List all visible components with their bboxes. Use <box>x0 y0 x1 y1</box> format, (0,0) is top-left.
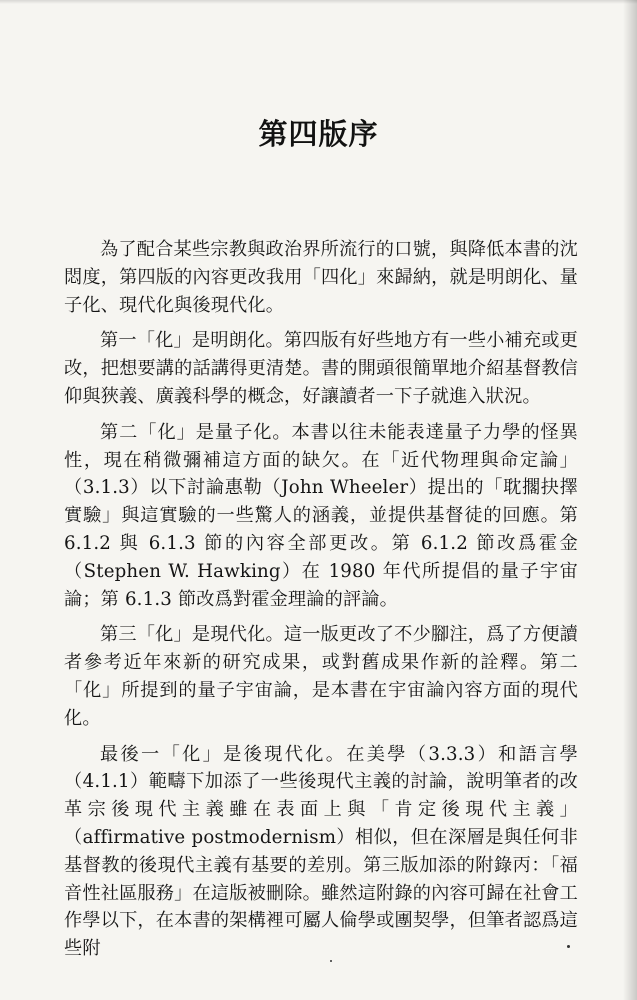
page-top-shadow <box>0 0 637 4</box>
body-text <box>64 236 578 971</box>
paragraph-2: 第一「化」是明朗化。第四版有好些地方有一些小補充或更改，把想要講的話講得更清楚。書的開頭很簡單地介紹基督教信仰與狹義、廣義科學的概念，好讓讀者一下子就進入狀況。 <box>64 330 578 407</box>
scan-speck <box>330 960 332 962</box>
paragraph-1: 為了配合某些宗教與政治界所流行的口號，與降低本書的沈悶度，第四版的內容更改我用「四化」來歸納，就是明朗化、量子化、現代化與後現代化。 <box>64 239 578 316</box>
paragraph-3: 第二「化」是量子化。本書以往未能表達量子力學的怪異性，現在稍微彌補這方面的缺欠。在「近代物理與命定論」（3.1.3）以下討論惠勒（John Wheeler）提出的「耽擱抉擇實驗」與這實驗的一些驚人的涵義，並提供基督徒的回應。第 6.1.2 與 6.1.3 節的內容全部更改。第 6.1.2 節改爲霍金（Stephen W. Hawking）在 1980 年代所提倡的量子宇宙論；第 6.1.3 節改爲對霍金理論的評論。 <box>64 421 578 610</box>
paragraph-5: 最後一「化」是後現代化。在美學（3.3.3）和語言學（4.1.1）範疇下加添了一些後現代主義的討論，說明筆者的改革宗後現代主義雖在表面上與「肯定後現代主義」（affirmative postmodernism）相似，但在深層是與任何非基督教的後現代主義有基要的差別。第三版加添的附錄丙：「福音性社區服務」在這版被刪除。雖然這附錄的內容可歸在社會工作學以下，在本書的架構裡可屬人倫學或團契學，但筆者認爲這些附 <box>64 743 578 960</box>
page-title: 第四版序 <box>258 117 379 151</box>
scan-speck <box>567 945 570 948</box>
paragraph-4: 第三「化」是現代化。這一版更改了不少腳注，爲了方便讀者參考近年來新的研究成果，或對舊成果作新的詮釋。第二「化」所提到的量子宇宙論，是本書在宇宙論內容方面的現代化。 <box>64 624 578 729</box>
